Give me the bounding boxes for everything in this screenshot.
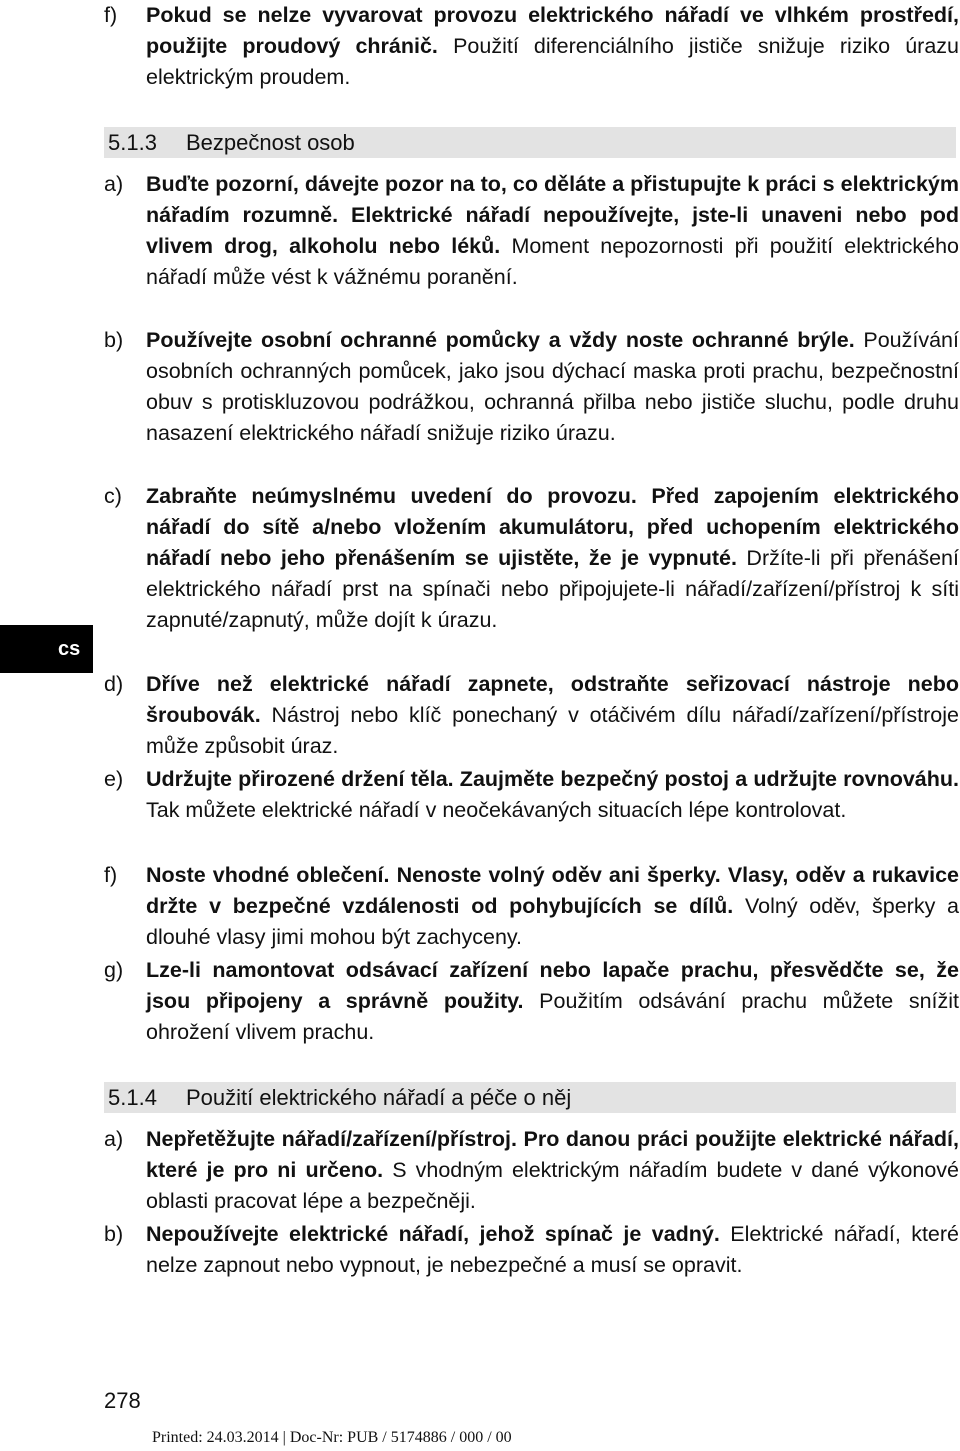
list-item-bold-text: Lze-li namontovat odsávací zařízení nebo lapače prachu, přesvědčte se, že jsou připojeny a správně použity. — [146, 958, 959, 1013]
list-item-normal-text: Používání osobních ochranných pomůcek, jako jsou dýchací maska proti prachu, bezpečnostní obuv s protiskluzovou podrážkou, ochranná přilba nebo jističe sluchu, podle druhu nasazení elektrického nářadí snižuje riziko úrazu. — [146, 328, 959, 445]
section-title: Použití elektrického nářadí a péče o něj — [186, 1085, 572, 1110]
list-item-bold-text: Pokud se nelze vyvarovat provozu elektrického nářadí ve vlhkém prostředí, použijte proudový chránič. — [146, 3, 959, 58]
list-item-normal-text: Použití diferenciálního jističe snižuje riziko úrazu elektrickým proudem. — [146, 34, 959, 89]
list-item-intro-f — [104, 0, 959, 93]
list-item-513-f — [104, 860, 959, 953]
list-item-514-a — [104, 1124, 959, 1217]
list-item-letter: d) — [104, 672, 124, 696]
list-item-513-g — [104, 955, 959, 1048]
list-item-text — [146, 325, 959, 449]
list-item-text — [146, 669, 959, 762]
list-item-513-b — [104, 325, 959, 449]
list-item-text — [146, 1219, 959, 1281]
list-item-text — [146, 764, 959, 826]
list-item-letter: f) — [104, 863, 118, 887]
list-item-text — [146, 1124, 959, 1217]
list-item-513-e — [104, 764, 959, 826]
list-item-text — [146, 860, 959, 953]
list-item-letter: a) — [104, 1127, 124, 1151]
section-number: 5.1.4 — [108, 1085, 157, 1110]
list-item-letter: c) — [104, 484, 122, 508]
section-heading-514 — [104, 1082, 956, 1113]
list-item-bold-text: Buďte pozorní, dávejte pozor na to, co děláte a přistupujte k práci s elektrickým nářadím rozumně. Elektrické nářadí nepoužívejte, jste-li unaveni nebo pod vlivem drog, alkoholu nebo léků. — [146, 172, 959, 258]
list-item-normal-text: Nástroj nebo klíč ponechaný v otáčivém dílu nářadí/zařízení/přístroje může způsobit úraz. — [146, 703, 959, 758]
language-tab: cs — [0, 625, 93, 673]
list-item-bold-text: Nepřetěžujte nářadí/zařízení/přístroj. Pro danou práci použijte elektrické nářadí, které je pro ni určeno. — [146, 1127, 959, 1182]
list-item-letter: e) — [104, 767, 124, 791]
list-item-514-b — [104, 1219, 959, 1281]
list-item-text — [146, 0, 959, 93]
list-item-text — [146, 955, 959, 1048]
list-item-normal-text: S vhodným elektrickým nářadím budete v dané výkonové oblasti pracovat lépe a bezpečněji. — [146, 1158, 959, 1213]
list-item-normal-text: Držíte-li při přenášení elektrického nářadí prst na spínači nebo připojujete-li nářadí/zařízení/přístroj k síti zapnuté/zapnutý, může dojít k úrazu. — [146, 546, 959, 632]
list-item-bold-text: Dříve než elektrické nářadí zapnete, odstraňte seřizovací nástroje nebo šroubovák. — [146, 672, 959, 727]
list-item-bold-text: Nepoužívejte elektrické nářadí, jehož spínač je vadný. — [146, 1222, 720, 1246]
list-item-normal-text: Elektrické nářadí, které nelze zapnout nebo vypnout, je nebezpečné a musí se opravit. — [146, 1222, 959, 1277]
list-item-letter: b) — [104, 328, 124, 352]
list-item-letter: a) — [104, 172, 124, 196]
section-title: Bezpečnost osob — [186, 130, 355, 155]
list-item-text — [146, 169, 959, 293]
section-number: 5.1.3 — [108, 130, 157, 155]
list-item-normal-text: Moment nepozornosti při použití elektrického nářadí může vést k vážnému poranění. — [146, 234, 959, 289]
list-item-bold-text: Udržujte přirozené držení těla. Zaujměte bezpečný postoj a udržujte rovnováhu. — [146, 767, 959, 791]
print-footer: Printed: 24.03.2014 | Doc-Nr: PUB / 5174886 / 000 / 00 — [152, 1429, 512, 1446]
list-item-513-d — [104, 669, 959, 762]
list-item-normal-text: Tak můžete elektrické nářadí v neočekávaných situacích lépe kontrolovat. — [146, 798, 847, 822]
list-item-bold-text: Noste vhodné oblečení. Nenoste volný oděv ani šperky. Vlasy, oděv a rukavice držte v bezpečné vzdálenosti od pohybujících se dílů. — [146, 863, 959, 918]
list-item-513-c — [104, 481, 959, 636]
list-item-letter: b) — [104, 1222, 124, 1246]
list-item-letter: g) — [104, 958, 124, 982]
list-item-letter: f) — [104, 3, 118, 27]
list-item-normal-text: Volný oděv, šperky a dlouhé vlasy jimi mohou být zachyceny. — [146, 894, 959, 949]
list-item-bold-text: Zabraňte neúmyslnému uvedení do provozu. Před zapojením elektrického nářadí do sítě a/nebo vložením akumulátoru, před uchopením elektrického nářadí nebo jeho přenášením se ujistěte, že je vypnuté. — [146, 484, 959, 570]
list-item-text — [146, 481, 959, 636]
list-item-normal-text: Použitím odsávání prachu můžete snížit ohrožení vlivem prachu. — [146, 989, 959, 1044]
list-item-513-a — [104, 169, 959, 293]
page-number: 278 — [104, 1388, 141, 1413]
list-item-bold-text: Používejte osobní ochranné pomůcky a vždy noste ochranné brýle. — [146, 328, 855, 352]
section-heading-513 — [104, 127, 956, 158]
